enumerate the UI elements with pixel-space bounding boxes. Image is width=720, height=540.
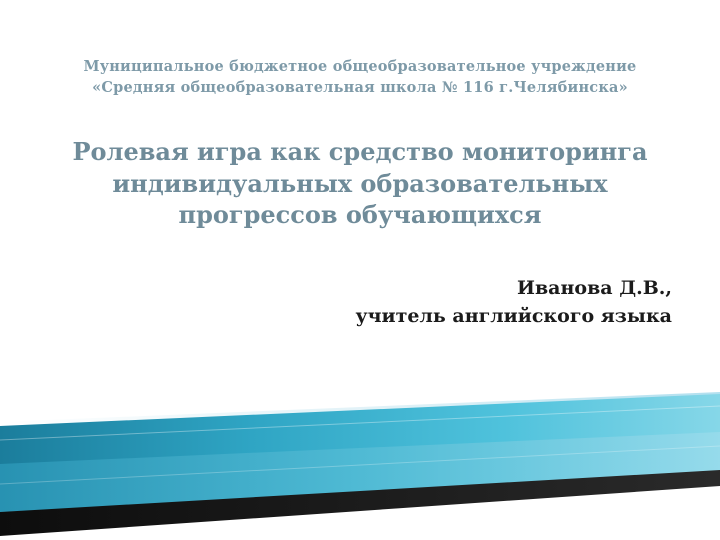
page-title-line-3: прогрессов обучающихся bbox=[178, 200, 542, 230]
page-title-line-1: Ролевая игра как средство мониторинга bbox=[72, 137, 648, 167]
decorative-bottom-graphic bbox=[0, 380, 720, 540]
author-role: учитель английского языка bbox=[355, 304, 672, 327]
organization-title bbox=[0, 56, 720, 98]
organization-title-line-2: «Средняя общеобразовательная школа № 116 г.Челябинска» bbox=[92, 79, 628, 97]
page-title-line-2: индивидуальных образовательных bbox=[112, 168, 608, 198]
decorative-swoosh-svg bbox=[0, 380, 720, 540]
page-title bbox=[0, 136, 720, 231]
author-block bbox=[0, 275, 720, 330]
author-name: Иванова Д.В., bbox=[517, 277, 672, 300]
organization-title-line-1: Муниципальное бюджетное общеобразовательное учреждение bbox=[83, 58, 637, 75]
